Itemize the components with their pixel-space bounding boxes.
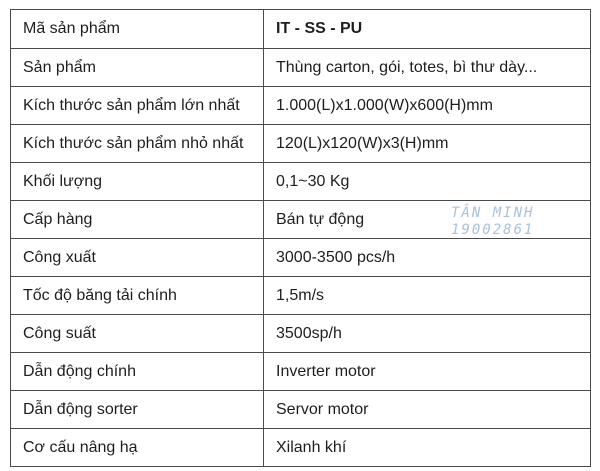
row-value: Bán tự động [264, 201, 591, 239]
row-label: Mã sản phẩm [11, 10, 264, 49]
table-row [11, 239, 591, 277]
spec-table [10, 9, 591, 467]
row-value: 3500sp/h [264, 315, 591, 353]
row-label: Cấp hàng [11, 201, 264, 239]
row-value: Inverter motor [264, 353, 591, 391]
table-row [11, 201, 591, 239]
row-label: Kích thước sản phẩm nhỏ nhất [11, 125, 264, 163]
row-value: IT - SS - PU [264, 10, 591, 49]
row-value: Xilanh khí [264, 429, 591, 467]
table-row [11, 49, 591, 87]
table-row [11, 10, 591, 49]
row-label: Cơ cấu nâng hạ [11, 429, 264, 467]
table-row [11, 391, 591, 429]
row-label: Dẫn động sorter [11, 391, 264, 429]
table-row [11, 277, 591, 315]
row-label: Công xuất [11, 239, 264, 277]
row-value: Thùng carton, gói, totes, bì thư dày... [264, 49, 591, 87]
row-label: Khối lượng [11, 163, 264, 201]
table-row [11, 315, 591, 353]
row-label: Tốc độ băng tải chính [11, 277, 264, 315]
table-row [11, 353, 591, 391]
row-label: Sản phẩm [11, 49, 264, 87]
row-label: Công suất [11, 315, 264, 353]
row-value: 120(L)x120(W)x3(H)mm [264, 125, 591, 163]
table-row [11, 125, 591, 163]
table-row [11, 163, 591, 201]
watermark-phone: 19002861 [451, 222, 535, 238]
row-value: 0,1~30 Kg [264, 163, 591, 201]
row-value: 1.000(L)x1.000(W)x600(H)mm [264, 87, 591, 125]
watermark-name: TÂN MINH [451, 205, 535, 221]
table-row [11, 429, 591, 467]
row-value: 3000-3500 pcs/h [264, 239, 591, 277]
row-value: 1,5m/s [264, 277, 591, 315]
row-label: Kích thước sản phẩm lớn nhất [11, 87, 264, 125]
row-value: Servor motor [264, 391, 591, 429]
row-label: Dẫn động chính [11, 353, 264, 391]
table-row [11, 87, 591, 125]
